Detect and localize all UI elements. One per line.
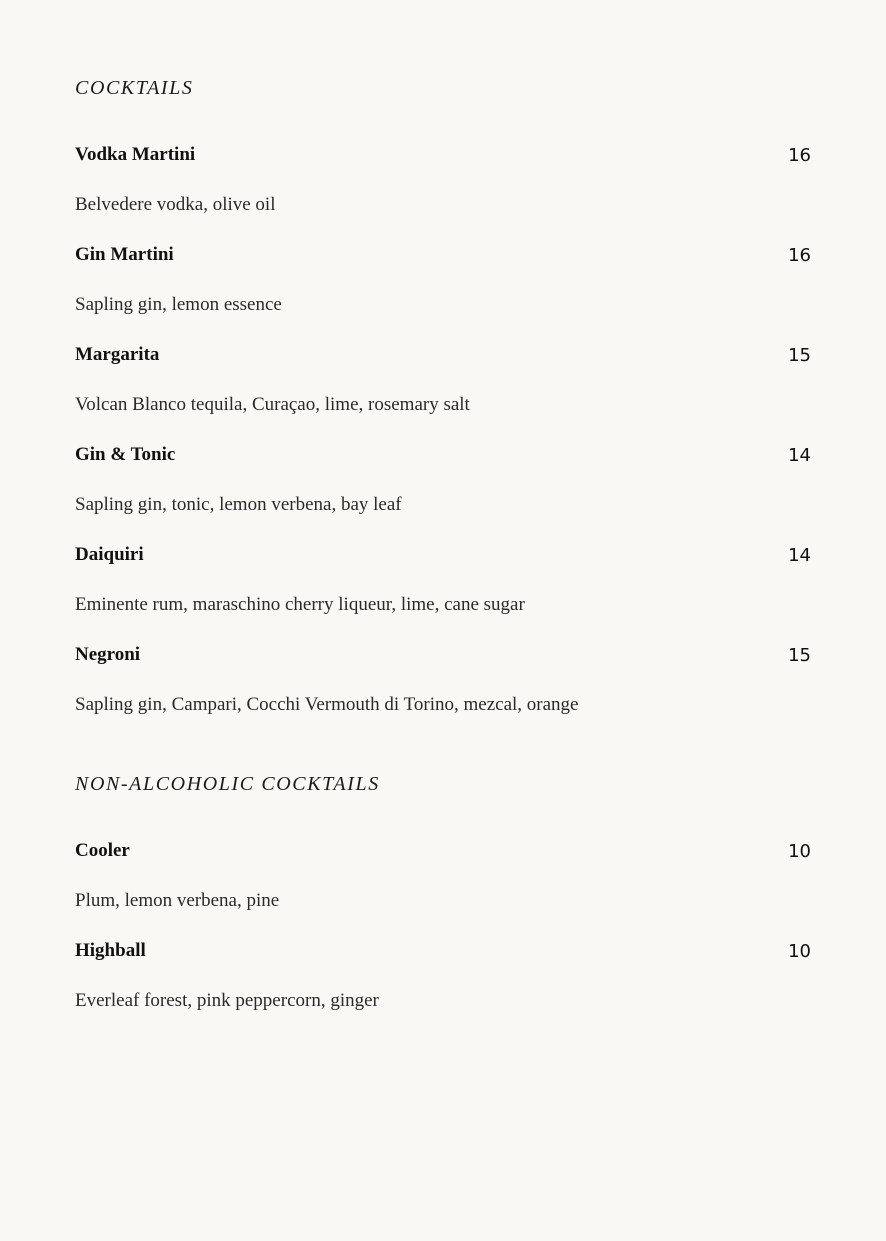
item-description: Volcan Blanco tequila, Curaçao, lime, rosemary salt — [75, 394, 470, 415]
menu-item-margarita — [75, 342, 811, 368]
item-description: Sapling gin, Campari, Cocchi Vermouth di Torino, mezcal, orange — [75, 694, 579, 715]
item-name: Gin & Tonic — [75, 444, 176, 465]
item-name: Highball — [75, 940, 146, 961]
item-price: 14 — [788, 444, 811, 466]
section-title-cocktails: COCKTAILS — [75, 77, 194, 99]
item-price: 16 — [788, 244, 811, 266]
section-title-non-alcoholic: NON-ALCOHOLIC COCKTAILS — [75, 773, 380, 795]
item-name: Cooler — [75, 840, 130, 861]
item-description: Everleaf forest, pink peppercorn, ginger — [75, 990, 379, 1011]
menu-item-gin-martini — [75, 242, 811, 268]
item-price: 16 — [788, 144, 811, 166]
item-description: Eminente rum, maraschino cherry liqueur, lime, cane sugar — [75, 594, 525, 615]
menu-item-highball — [75, 938, 811, 964]
menu-item-gin-tonic — [75, 442, 811, 468]
item-description: Sapling gin, lemon essence — [75, 294, 282, 315]
item-name: Vodka Martini — [75, 144, 196, 165]
item-name: Margarita — [75, 344, 160, 365]
menu-item-daiquiri — [75, 542, 811, 568]
item-description: Sapling gin, tonic, lemon verbena, bay leaf — [75, 494, 402, 515]
item-name: Gin Martini — [75, 244, 174, 265]
menu-item-vodka-martini — [75, 142, 811, 168]
item-price: 15 — [788, 344, 811, 366]
item-description: Belvedere vodka, olive oil — [75, 194, 276, 215]
item-price: 14 — [788, 544, 811, 566]
item-price: 10 — [788, 840, 811, 862]
item-price: 10 — [788, 940, 811, 962]
item-name: Daiquiri — [75, 544, 144, 565]
item-name: Negroni — [75, 644, 141, 665]
item-description: Plum, lemon verbena, pine — [75, 890, 280, 911]
menu-item-cooler — [75, 838, 811, 864]
item-price: 15 — [788, 644, 811, 666]
menu-item-negroni — [75, 642, 811, 668]
